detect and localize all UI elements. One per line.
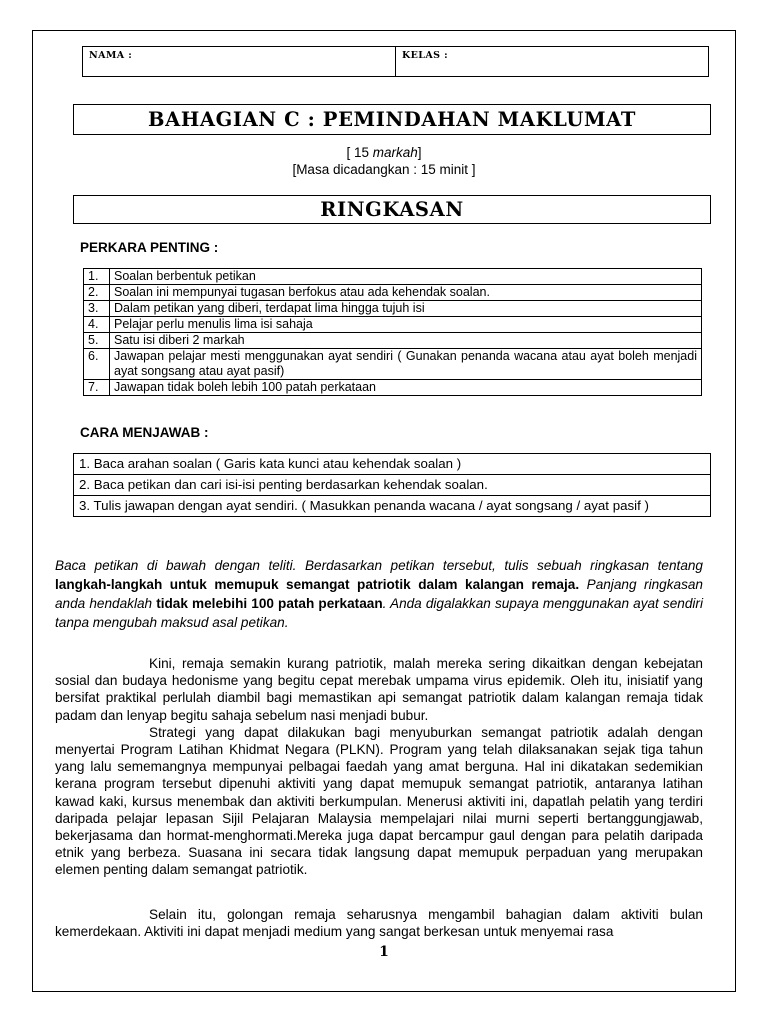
row-text: Soalan berbentuk petikan	[110, 269, 702, 285]
passage-paragraph-1	[55, 655, 703, 724]
instruction-part2: Panjang ringkasan anda hendaklah	[55, 577, 703, 611]
step-text: 2. Baca petikan dan cari isi-isi penting berdasarkan kehendak soalan.	[74, 475, 711, 496]
table-row	[84, 333, 702, 349]
row-number: 3.	[84, 301, 110, 317]
instruction-bold1: langkah-langkah untuk memupuk semangat patriotik dalam kalangan remaja.	[55, 577, 580, 592]
step-text: 3. Tulis jawapan dengan ayat sendiri. ( Masukkan penanda wacana / ayat songsang / ayat pasif )	[74, 496, 711, 517]
page-number: 1	[379, 944, 389, 960]
row-number: 6.	[84, 349, 110, 380]
table-row	[74, 475, 711, 496]
marks-close: ]	[417, 145, 422, 160]
table-row	[84, 380, 702, 396]
row-number: 7.	[84, 380, 110, 396]
step-text: 1. Baca arahan soalan ( Garis kata kunci atau kehendak soalan )	[74, 454, 711, 475]
marks-word: markah	[372, 145, 418, 160]
suggested-time: [Masa dicadangkan : 15 minit ]	[292, 162, 476, 177]
marks-open: [ 15	[346, 145, 373, 160]
table-row	[74, 496, 711, 517]
nama-label: NAMA :	[89, 50, 133, 61]
row-text: Dalam petikan yang diberi, terdapat lima hingga tujuh isi	[110, 301, 702, 317]
important-points-table	[83, 268, 702, 396]
kelas-field[interactable]	[395, 47, 708, 76]
row-number: 1.	[84, 269, 110, 285]
row-number: 4.	[84, 317, 110, 333]
instruction-part1: Baca petikan di bawah dengan teliti. Berdasarkan petikan tersebut, tulis sebuah ringkasan tentang	[55, 558, 703, 573]
paragraph-text: Strategi yang dapat dilakukan bagi menyuburkan semangat patriotik adalah dengan menyertai Program Latihan Khidmat Negara (PLKN). Program yang telah dilaksanakan sejak tiga tahun yang lalu sememangnya mempunyai pelbagai faedah yang amat berguna. Hal ini dikatakan sedemikian kerana program tersebut dipenuhi aktiviti yang dapat memupuk semangat patriotik, antaranya latihan kawad kaki, kursus menembak dan aktiviti berkumpulan. Menerusi aktiviti ini, dapatlah pelatih yang terdiri daripada pelajar lepasan Sijil Pelajaran Malaysia mempelajari nilai murni seperti bertanggungjawab, bekerjasama dan hormat-menghormati.Mereka juga dapat bercampur gaul dengan para pelatih daripada etnik yang berbeza. Suasana ini secara tidak langsung dapat memupuk perpaduan yang merupakan elemen penting dalam semangat patriotik.	[55, 724, 703, 878]
row-number: 2.	[84, 285, 110, 301]
table-row	[84, 317, 702, 333]
perkara-heading: PERKARA PENTING :	[80, 240, 219, 255]
question-instruction	[55, 556, 703, 632]
passage-paragraph-2	[55, 724, 703, 879]
kelas-label: KELAS :	[402, 50, 449, 61]
table-row	[84, 285, 702, 301]
row-text: Satu isi diberi 2 markah	[110, 333, 702, 349]
marks-line	[0, 145, 768, 160]
table-row	[84, 349, 702, 380]
student-info-table	[82, 46, 709, 77]
row-number: 5.	[84, 333, 110, 349]
row-text: Jawapan pelajar mesti menggunakan ayat sendiri ( Gunakan penanda wacana atau ayat boleh menjadi ayat songsang atau ayat pasif)	[110, 349, 702, 380]
passage-paragraph-3	[55, 906, 703, 940]
passage-body	[55, 655, 703, 879]
row-text: Jawapan tidak boleh lebih 100 patah perkataan	[110, 380, 702, 396]
paragraph-text: Selain itu, golongan remaja seharusnya mengambil bahagian dalam aktiviti bulan kemerdekaan. Aktiviti ini dapat menjadi medium yang sangat berkesan untuk menyemai rasa	[55, 907, 703, 940]
row-text: Soalan ini mempunyai tugasan berfokus atau ada kehendak soalan.	[110, 285, 702, 301]
paragraph-text: Kini, remaja semakin kurang patriotik, malah mereka sering dikaitkan dengan kebejatan sosial dan budaya hedonisme yang begitu cepat merebak umpama virus epidemik. Oleh itu, inisiatif yang bersifat praktikal perlulah diambil bagi memastikan api semangat patriotik dalam kalangan remaja tidak padam dan lenyap begitu sahaja sebelum nasi menjadi bubur.	[55, 656, 703, 723]
cara-heading: CARA MENJAWAB :	[80, 425, 209, 440]
instruction-bold2: tidak melebihi 100 patah perkataan	[156, 596, 383, 611]
instruction-part3: . Anda digalakkan supaya menggunakan ayat sendiri tanpa mengubah maksud asal petikan.	[55, 596, 703, 630]
nama-field[interactable]	[83, 47, 395, 76]
table-row	[74, 454, 711, 475]
row-text: Pelajar perlu menulis lima isi sahaja	[110, 317, 702, 333]
section-title: BAHAGIAN C : PEMINDAHAN MAKLUMAT	[73, 104, 711, 135]
subtitle: RINGKASAN	[73, 195, 711, 224]
table-row	[84, 301, 702, 317]
table-row	[84, 269, 702, 285]
answer-steps-table	[73, 453, 711, 517]
